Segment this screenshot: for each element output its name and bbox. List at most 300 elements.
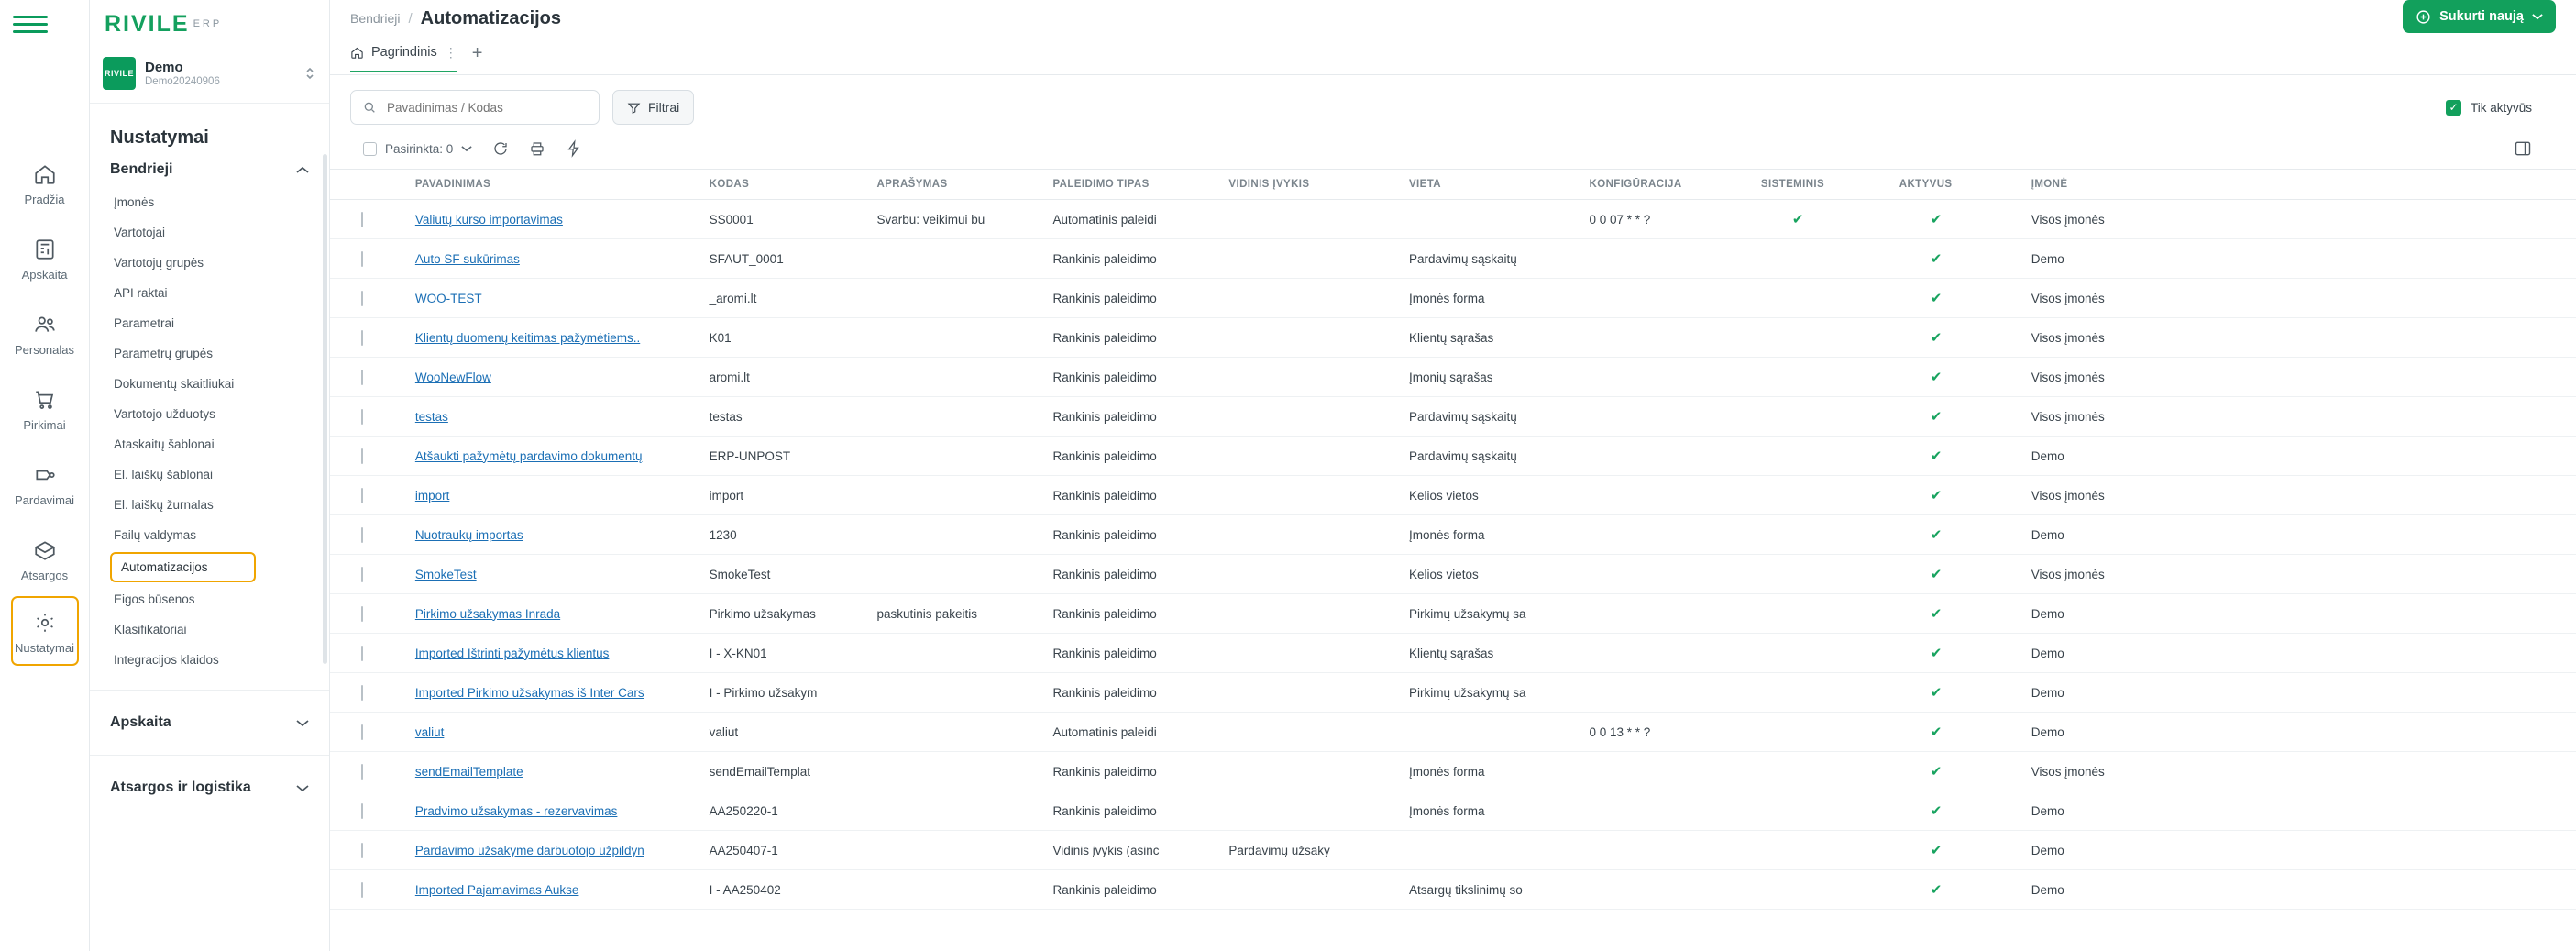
search-box[interactable] xyxy=(350,90,600,125)
checkbox-icon[interactable] xyxy=(361,212,363,227)
sidebar-item-klasifikatoriai[interactable]: Klasifikatoriai xyxy=(114,623,187,636)
check-icon: ✔ xyxy=(1930,291,1943,306)
cell-aprasymas xyxy=(876,239,1052,279)
table-row[interactable] xyxy=(330,673,2576,713)
cell-spacer xyxy=(2219,713,2576,752)
cell-sisteminis xyxy=(1761,358,1899,397)
table-row[interactable] xyxy=(330,752,2576,791)
checkbox-icon[interactable] xyxy=(361,882,363,898)
table-row[interactable] xyxy=(330,279,2576,318)
row-checkbox-cell[interactable] xyxy=(330,358,395,397)
checkbox-icon[interactable] xyxy=(361,803,363,819)
cart-icon xyxy=(31,386,59,414)
cell-vidinis-ivykis xyxy=(1228,870,1409,910)
cell-pavadinimas xyxy=(395,476,710,515)
table-head xyxy=(330,170,2576,200)
cell-konfiguracija xyxy=(1590,752,1761,791)
sidebar-item-vartotojai[interactable]: Vartotojai xyxy=(114,226,166,239)
cell-konfiguracija xyxy=(1590,515,1761,555)
brand xyxy=(90,0,329,48)
table-row[interactable] xyxy=(330,713,2576,752)
row-name-link[interactable]: Auto SF sukūrimas xyxy=(414,251,520,266)
checkbox-icon[interactable] xyxy=(361,488,363,503)
cell-konfiguracija xyxy=(1590,831,1761,870)
row-name-link[interactable]: Nuotraukų importas xyxy=(414,527,523,542)
only-active-label: Tik aktyvūs xyxy=(2470,100,2532,115)
cell-kodas: I - Pirkimo užsakym xyxy=(710,673,877,713)
sidebar-scrollbar[interactable] xyxy=(323,154,327,664)
action-bar xyxy=(330,136,2576,169)
sidebar-item-vartotoju-grupes[interactable]: Vartotojų grupės xyxy=(114,256,204,270)
create-new-button[interactable] xyxy=(2403,0,2556,33)
cell-aktyvus xyxy=(1899,476,2031,515)
check-icon: ✔ xyxy=(1930,330,1943,346)
cell-vidinis-ivykis xyxy=(1228,200,1409,239)
main-content xyxy=(330,0,2576,951)
sidebar-group-label: Bendrieji xyxy=(110,161,173,177)
rail-item-pardavimai[interactable] xyxy=(0,446,89,521)
rail-item-pirkimai[interactable] xyxy=(0,370,89,446)
cell-spacer xyxy=(2219,200,2576,239)
cell-pavadinimas xyxy=(395,713,710,752)
row-checkbox-cell[interactable] xyxy=(330,239,395,279)
checkbox-icon[interactable] xyxy=(361,567,363,582)
rail-item-pradzia[interactable] xyxy=(0,145,89,220)
cell-pavadinimas xyxy=(395,279,710,318)
cell-vidinis-ivykis xyxy=(1228,476,1409,515)
cell-vidinis-ivykis xyxy=(1228,673,1409,713)
checkbox-icon[interactable] xyxy=(361,330,363,346)
rail-item-nustatymai[interactable] xyxy=(11,596,79,666)
table-row[interactable] xyxy=(330,634,2576,673)
cell-pavadinimas xyxy=(395,752,710,791)
cell-kodas: I - X-KN01 xyxy=(710,634,877,673)
row-name-link[interactable]: sendEmailTemplate xyxy=(414,764,523,779)
cell-vidinis-ivykis xyxy=(1228,713,1409,752)
cell-konfiguracija xyxy=(1590,397,1761,437)
home-icon xyxy=(350,46,364,60)
checkbox-icon[interactable] xyxy=(361,685,363,701)
company-logo: RIVILE xyxy=(103,57,136,90)
cell-pavadinimas xyxy=(395,831,710,870)
table-row[interactable] xyxy=(330,831,2576,870)
checkbox-icon[interactable] xyxy=(361,527,363,543)
rail-item-list xyxy=(0,48,89,666)
cell-spacer xyxy=(2219,358,2576,397)
row-checkbox-cell[interactable] xyxy=(330,476,395,515)
sidebar-item-el-laisku-zurnalas[interactable]: El. laiškų žurnalas xyxy=(114,498,214,512)
row-name-link[interactable]: import xyxy=(414,488,450,503)
table-row[interactable] xyxy=(330,397,2576,437)
cell-aktyvus xyxy=(1899,634,2031,673)
cell-vieta: Pardavimų sąskaitų xyxy=(1409,437,1590,476)
cell-sisteminis xyxy=(1761,791,1899,831)
cell-aprasymas: paskutinis pakeitis xyxy=(876,594,1052,634)
cell-imone: Visos įmonės xyxy=(2031,279,2220,318)
table-row[interactable] xyxy=(330,358,2576,397)
check-icon: ✔ xyxy=(1930,488,1943,503)
cell-vieta: Kelios vietos xyxy=(1409,555,1590,594)
check-icon: ✔ xyxy=(1930,764,1943,780)
row-name-link[interactable]: Klientų duomenų keitimas pažymėtiems.. xyxy=(414,330,641,345)
rail-item-apskaita[interactable] xyxy=(0,220,89,295)
chevron-up-icon xyxy=(296,166,309,174)
cell-kodas: I - AA250402 xyxy=(710,870,877,910)
row-checkbox-cell[interactable] xyxy=(330,200,395,239)
cell-aprasymas xyxy=(876,358,1052,397)
cell-vieta: Pirkimų užsakymų sa xyxy=(1409,673,1590,713)
cell-spacer xyxy=(2219,476,2576,515)
cell-aprasymas xyxy=(876,791,1052,831)
tab-label: Pagrindinis xyxy=(371,45,437,60)
row-name-link[interactable]: Imported Pajamavimas Aukse xyxy=(414,882,579,897)
column-header-sisteminis[interactable]: SISTEMINIS xyxy=(1761,170,1899,200)
table-row[interactable] xyxy=(330,791,2576,831)
checkbox-icon[interactable] xyxy=(361,409,363,425)
cell-imone: Visos įmonės xyxy=(2031,200,2220,239)
only-active-toggle[interactable] xyxy=(2446,100,2556,116)
column-header-vieta[interactable]: VIETA xyxy=(1409,170,1590,200)
cell-paleidimo-tipas: Rankinis paleidimo xyxy=(1052,634,1228,673)
sidebar-section-atsargos-ir-logistika[interactable] xyxy=(90,765,329,811)
table-row[interactable] xyxy=(330,555,2576,594)
cell-vieta xyxy=(1409,831,1590,870)
tab-menu-icon[interactable]: ⋮ xyxy=(444,44,457,60)
filters-label: Filtrai xyxy=(648,100,680,115)
cell-spacer xyxy=(2219,397,2576,437)
row-checkbox-cell[interactable] xyxy=(330,397,395,437)
cell-konfiguracija xyxy=(1590,594,1761,634)
table-row[interactable] xyxy=(330,239,2576,279)
checkbox-icon[interactable] xyxy=(361,724,363,740)
add-tab-button[interactable]: + xyxy=(471,42,483,63)
cell-paleidimo-tipas: Automatinis paleidi xyxy=(1052,713,1228,752)
cell-sisteminis xyxy=(1761,279,1899,318)
cell-paleidimo-tipas: Rankinis paleidimo xyxy=(1052,239,1228,279)
checkbox-icon[interactable] xyxy=(361,606,363,622)
filters-button[interactable] xyxy=(612,90,694,125)
cell-aktyvus xyxy=(1899,515,2031,555)
row-name-link[interactable]: Imported Ištrinti pažymėtus klientus xyxy=(414,646,610,660)
rail-item-personalas[interactable] xyxy=(0,295,89,370)
cell-konfiguracija: 0 0 13 * * ? xyxy=(1590,713,1761,752)
sidebar-group-bendrieji[interactable] xyxy=(90,156,329,187)
cell-konfiguracija xyxy=(1590,555,1761,594)
column-header-imone[interactable]: ĮMONĖ xyxy=(2031,170,2220,200)
cell-imone: Demo xyxy=(2031,870,2220,910)
row-name-link[interactable]: WOO-TEST xyxy=(414,291,482,305)
cell-sisteminis xyxy=(1761,437,1899,476)
check-icon: ✔ xyxy=(1930,724,1943,740)
check-icon: ✔ xyxy=(1791,212,1804,227)
cell-vidinis-ivykis xyxy=(1228,555,1409,594)
checkbox-icon[interactable] xyxy=(361,448,363,464)
cell-konfiguracija xyxy=(1590,476,1761,515)
cell-vieta: Klientų sąrašas xyxy=(1409,634,1590,673)
rail-item-atsargos[interactable] xyxy=(0,521,89,596)
cell-spacer xyxy=(2219,634,2576,673)
company-switcher[interactable] xyxy=(90,48,329,104)
cell-vidinis-ivykis xyxy=(1228,515,1409,555)
chevron-down-icon xyxy=(461,145,472,152)
cell-imone: Demo xyxy=(2031,831,2220,870)
cell-sisteminis xyxy=(1761,594,1899,634)
cell-sisteminis xyxy=(1761,713,1899,752)
cell-konfiguracija xyxy=(1590,870,1761,910)
table-row[interactable] xyxy=(330,437,2576,476)
sidebar-item-vartotojo-uzduotys[interactable]: Vartotojo užduotys xyxy=(114,407,215,421)
cell-vieta: Pardavimų sąskaitų xyxy=(1409,397,1590,437)
cell-konfiguracija xyxy=(1590,791,1761,831)
table-row[interactable] xyxy=(330,200,2576,239)
print-icon[interactable] xyxy=(529,140,545,157)
table-header-row xyxy=(330,170,2576,200)
cell-pavadinimas xyxy=(395,200,710,239)
cell-kodas: _aromi.lt xyxy=(710,279,877,318)
table-row[interactable] xyxy=(330,594,2576,634)
checkbox-icon[interactable] xyxy=(361,646,363,661)
cell-imone: Visos įmonės xyxy=(2031,555,2220,594)
sidebar-item-dokumentu-skaitliukai[interactable]: Dokumentų skaitliukai xyxy=(114,377,235,391)
cell-sisteminis xyxy=(1761,870,1899,910)
cell-imone: Visos įmonės xyxy=(2031,476,2220,515)
row-name-link[interactable]: testas xyxy=(414,409,448,424)
row-checkbox-cell[interactable] xyxy=(330,673,395,713)
row-name-link[interactable]: valiut xyxy=(414,724,445,739)
cell-vidinis-ivykis xyxy=(1228,791,1409,831)
column-header-vidinis-ivykis[interactable]: VIDINIS ĮVYKIS xyxy=(1228,170,1409,200)
row-checkbox-cell[interactable] xyxy=(330,870,395,910)
sidebar-item-api-raktai[interactable]: API raktai xyxy=(114,286,168,300)
cell-imone: Demo xyxy=(2031,713,2220,752)
row-checkbox-cell[interactable] xyxy=(330,279,395,318)
row-checkbox-cell[interactable] xyxy=(330,437,395,476)
sidebar-item-eigos-busenos[interactable]: Eigos būsenos xyxy=(114,592,195,606)
cell-imone: Demo xyxy=(2031,239,2220,279)
cell-aktyvus xyxy=(1899,200,2031,239)
cell-sisteminis xyxy=(1761,200,1899,239)
checkbox-icon[interactable] xyxy=(361,764,363,780)
row-name-link[interactable]: Pradvimo užsakymas - rezervavimas xyxy=(414,803,618,818)
cell-paleidimo-tipas: Vidinis įvykis (asinc xyxy=(1052,831,1228,870)
cell-aprasymas xyxy=(876,713,1052,752)
row-checkbox-cell[interactable] xyxy=(330,594,395,634)
cell-pavadinimas xyxy=(395,673,710,713)
cell-aprasymas xyxy=(876,318,1052,358)
home-icon xyxy=(31,160,59,188)
table-row[interactable] xyxy=(330,515,2576,555)
checkbox-icon[interactable] xyxy=(361,291,363,306)
cell-pavadinimas xyxy=(395,358,710,397)
top-bar xyxy=(330,0,2576,31)
cell-aktyvus xyxy=(1899,279,2031,318)
row-checkbox-cell[interactable] xyxy=(330,318,395,358)
column-header-select xyxy=(330,170,395,200)
row-name-link[interactable]: SmokeTest xyxy=(414,567,477,581)
cell-spacer xyxy=(2219,870,2576,910)
cell-paleidimo-tipas: Rankinis paleidimo xyxy=(1052,279,1228,318)
row-checkbox-cell[interactable] xyxy=(330,752,395,791)
cell-vieta xyxy=(1409,713,1590,752)
sidebar-item-failu-valdymas[interactable]: Failų valdymas xyxy=(114,528,197,542)
cell-aktyvus xyxy=(1899,318,2031,358)
cell-konfiguracija xyxy=(1590,239,1761,279)
cell-konfiguracija xyxy=(1590,318,1761,358)
sidebar-item-list xyxy=(90,187,329,680)
cell-pavadinimas xyxy=(395,634,710,673)
cell-aprasymas xyxy=(876,752,1052,791)
cell-imone: Visos įmonės xyxy=(2031,358,2220,397)
row-name-link[interactable]: Pardavimo užsakyme darbuotojo užpildyn xyxy=(414,843,644,857)
sidebar-section-apskaita[interactable] xyxy=(90,700,329,746)
burger-menu-button[interactable] xyxy=(0,0,89,48)
column-header-kodas[interactable]: KODAS xyxy=(710,170,877,200)
cell-pavadinimas xyxy=(395,870,710,910)
cell-kodas: K01 xyxy=(710,318,877,358)
cell-vieta xyxy=(1409,200,1590,239)
cell-aktyvus xyxy=(1899,752,2031,791)
cell-kodas: testas xyxy=(710,397,877,437)
cell-kodas: 1230 xyxy=(710,515,877,555)
burger-menu-icon xyxy=(13,11,48,38)
cell-imone: Visos įmonės xyxy=(2031,752,2220,791)
column-header-paleidimo-tipas[interactable]: PALEIDIMO TIPAS xyxy=(1052,170,1228,200)
table-row[interactable] xyxy=(330,318,2576,358)
rail-item-label: Pardavimai xyxy=(14,492,75,507)
check-icon: ✔ xyxy=(1930,646,1943,661)
rail-item-label: Nustatymai xyxy=(14,640,75,655)
cell-kodas: SmokeTest xyxy=(710,555,877,594)
row-name-link[interactable]: Atšaukti pažymėtų pardavimo dokumentų xyxy=(414,448,643,463)
selection-dropdown[interactable] xyxy=(363,142,472,156)
breadcrumb-parent[interactable]: Bendrieji xyxy=(350,11,401,26)
cell-spacer xyxy=(2219,594,2576,634)
breadcrumb-separator: / xyxy=(408,10,413,27)
table-row[interactable] xyxy=(330,476,2576,515)
cell-pavadinimas xyxy=(395,555,710,594)
cell-vieta: Pardavimų sąskaitų xyxy=(1409,239,1590,279)
cell-sisteminis xyxy=(1761,397,1899,437)
cell-kodas: AA250407-1 xyxy=(710,831,877,870)
row-checkbox-cell[interactable] xyxy=(330,515,395,555)
column-header-aprasymas[interactable]: APRAŠYMAS xyxy=(876,170,1052,200)
columns-icon[interactable] xyxy=(2514,139,2556,158)
check-icon: ✔ xyxy=(1930,606,1943,622)
cell-aktyvus xyxy=(1899,713,2031,752)
cell-aktyvus xyxy=(1899,673,2031,713)
bolt-icon[interactable] xyxy=(566,140,582,157)
check-icon: ✔ xyxy=(1930,882,1943,898)
cell-imone: Demo xyxy=(2031,515,2220,555)
search-input[interactable] xyxy=(385,100,588,116)
funnel-icon xyxy=(627,101,641,115)
column-header-pavadinimas[interactable]: PAVADINIMAS xyxy=(395,170,710,200)
cell-paleidimo-tipas: Rankinis paleidimo xyxy=(1052,555,1228,594)
cell-aktyvus xyxy=(1899,358,2031,397)
cell-vieta: Įmonių sąrašas xyxy=(1409,358,1590,397)
row-checkbox-cell[interactable] xyxy=(330,791,395,831)
cell-paleidimo-tipas: Rankinis paleidimo xyxy=(1052,752,1228,791)
rail-item-label: Pirkimai xyxy=(23,417,66,432)
rail-item-label: Pradžia xyxy=(24,192,65,206)
row-checkbox-cell[interactable] xyxy=(330,713,395,752)
checkbox-icon[interactable] xyxy=(361,843,363,858)
company-name: Demo xyxy=(145,60,183,75)
sidebar-item-ataskaitu-sablonai[interactable]: Ataskaitų šablonai xyxy=(114,437,215,451)
cell-paleidimo-tipas: Rankinis paleidimo xyxy=(1052,437,1228,476)
row-checkbox-cell[interactable] xyxy=(330,634,395,673)
cell-imone: Demo xyxy=(2031,791,2220,831)
refresh-icon[interactable] xyxy=(492,140,509,157)
checkbox-icon[interactable] xyxy=(363,142,377,156)
cell-pavadinimas xyxy=(395,594,710,634)
cell-imone: Demo xyxy=(2031,673,2220,713)
checkbox-checked-icon[interactable]: ✓ xyxy=(2446,100,2461,116)
cell-spacer xyxy=(2219,239,2576,279)
row-name-link[interactable]: Imported Pirkimo užsakymas iš Inter Cars xyxy=(414,685,644,700)
checkbox-icon[interactable] xyxy=(361,370,363,385)
cell-paleidimo-tipas: Rankinis paleidimo xyxy=(1052,673,1228,713)
cell-sisteminis xyxy=(1761,515,1899,555)
company-code: Demo20240906 xyxy=(145,76,220,87)
sidebar-item-el-laisku-sablonai[interactable]: El. laiškų šablonai xyxy=(114,468,214,481)
cell-paleidimo-tipas: Rankinis paleidimo xyxy=(1052,870,1228,910)
row-name-link[interactable]: Valiutų kurso importavimas xyxy=(414,212,563,227)
rail-item-label: Personalas xyxy=(14,342,75,357)
cell-vidinis-ivykis xyxy=(1228,634,1409,673)
tab-pagrindinis[interactable] xyxy=(350,45,457,72)
cell-kodas: SS0001 xyxy=(710,200,877,239)
checkbox-icon[interactable] xyxy=(361,251,363,267)
cell-aprasymas xyxy=(876,870,1052,910)
row-name-link[interactable]: WooNewFlow xyxy=(414,370,491,384)
cell-kodas: Pirkimo užsakymas xyxy=(710,594,877,634)
sidebar-item-imones[interactable]: Įmonės xyxy=(114,195,155,209)
cell-pavadinimas xyxy=(395,239,710,279)
cell-imone: Visos įmonės xyxy=(2031,318,2220,358)
check-icon: ✔ xyxy=(1930,803,1943,819)
row-checkbox-cell[interactable] xyxy=(330,555,395,594)
cell-paleidimo-tipas: Rankinis paleidimo xyxy=(1052,358,1228,397)
column-header-konfiguracija[interactable]: KONFIGŪRACIJA xyxy=(1590,170,1761,200)
sidebar-item-parametrai[interactable]: Parametrai xyxy=(114,316,175,330)
column-header-aktyvus[interactable]: AKTYVUS xyxy=(1899,170,2031,200)
cell-paleidimo-tipas: Rankinis paleidimo xyxy=(1052,594,1228,634)
page-title: Nustatymai xyxy=(110,127,209,148)
icon-rail xyxy=(0,0,90,951)
cell-aprasymas xyxy=(876,437,1052,476)
sidebar-item-integracijos-klaidos[interactable]: Integracijos klaidos xyxy=(114,653,219,667)
table-row[interactable] xyxy=(330,870,2576,910)
cell-paleidimo-tipas: Automatinis paleidi xyxy=(1052,200,1228,239)
sidebar-item-parametru-grupes[interactable]: Parametrų grupės xyxy=(114,347,214,360)
row-name-link[interactable]: Pirkimo užsakymas Inrada xyxy=(414,606,561,621)
cell-vidinis-ivykis xyxy=(1228,397,1409,437)
cell-aktyvus xyxy=(1899,397,2031,437)
cell-kodas: valiut xyxy=(710,713,877,752)
plus-circle-icon xyxy=(2416,9,2431,25)
cell-spacer xyxy=(2219,831,2576,870)
row-checkbox-cell[interactable] xyxy=(330,831,395,870)
cell-vidinis-ivykis: Pardavimų užsaky xyxy=(1228,831,1409,870)
accounting-icon xyxy=(31,236,59,263)
create-new-label: Sukurti naują xyxy=(2439,9,2524,24)
automations-table-wrapper xyxy=(330,169,2576,910)
sidebar-item-automatizacijos[interactable]: Automatizacijos xyxy=(110,552,256,582)
cell-paleidimo-tipas: Rankinis paleidimo xyxy=(1052,318,1228,358)
check-icon: ✔ xyxy=(1930,370,1943,385)
selection-label: Pasirinkta: 0 xyxy=(385,141,454,156)
